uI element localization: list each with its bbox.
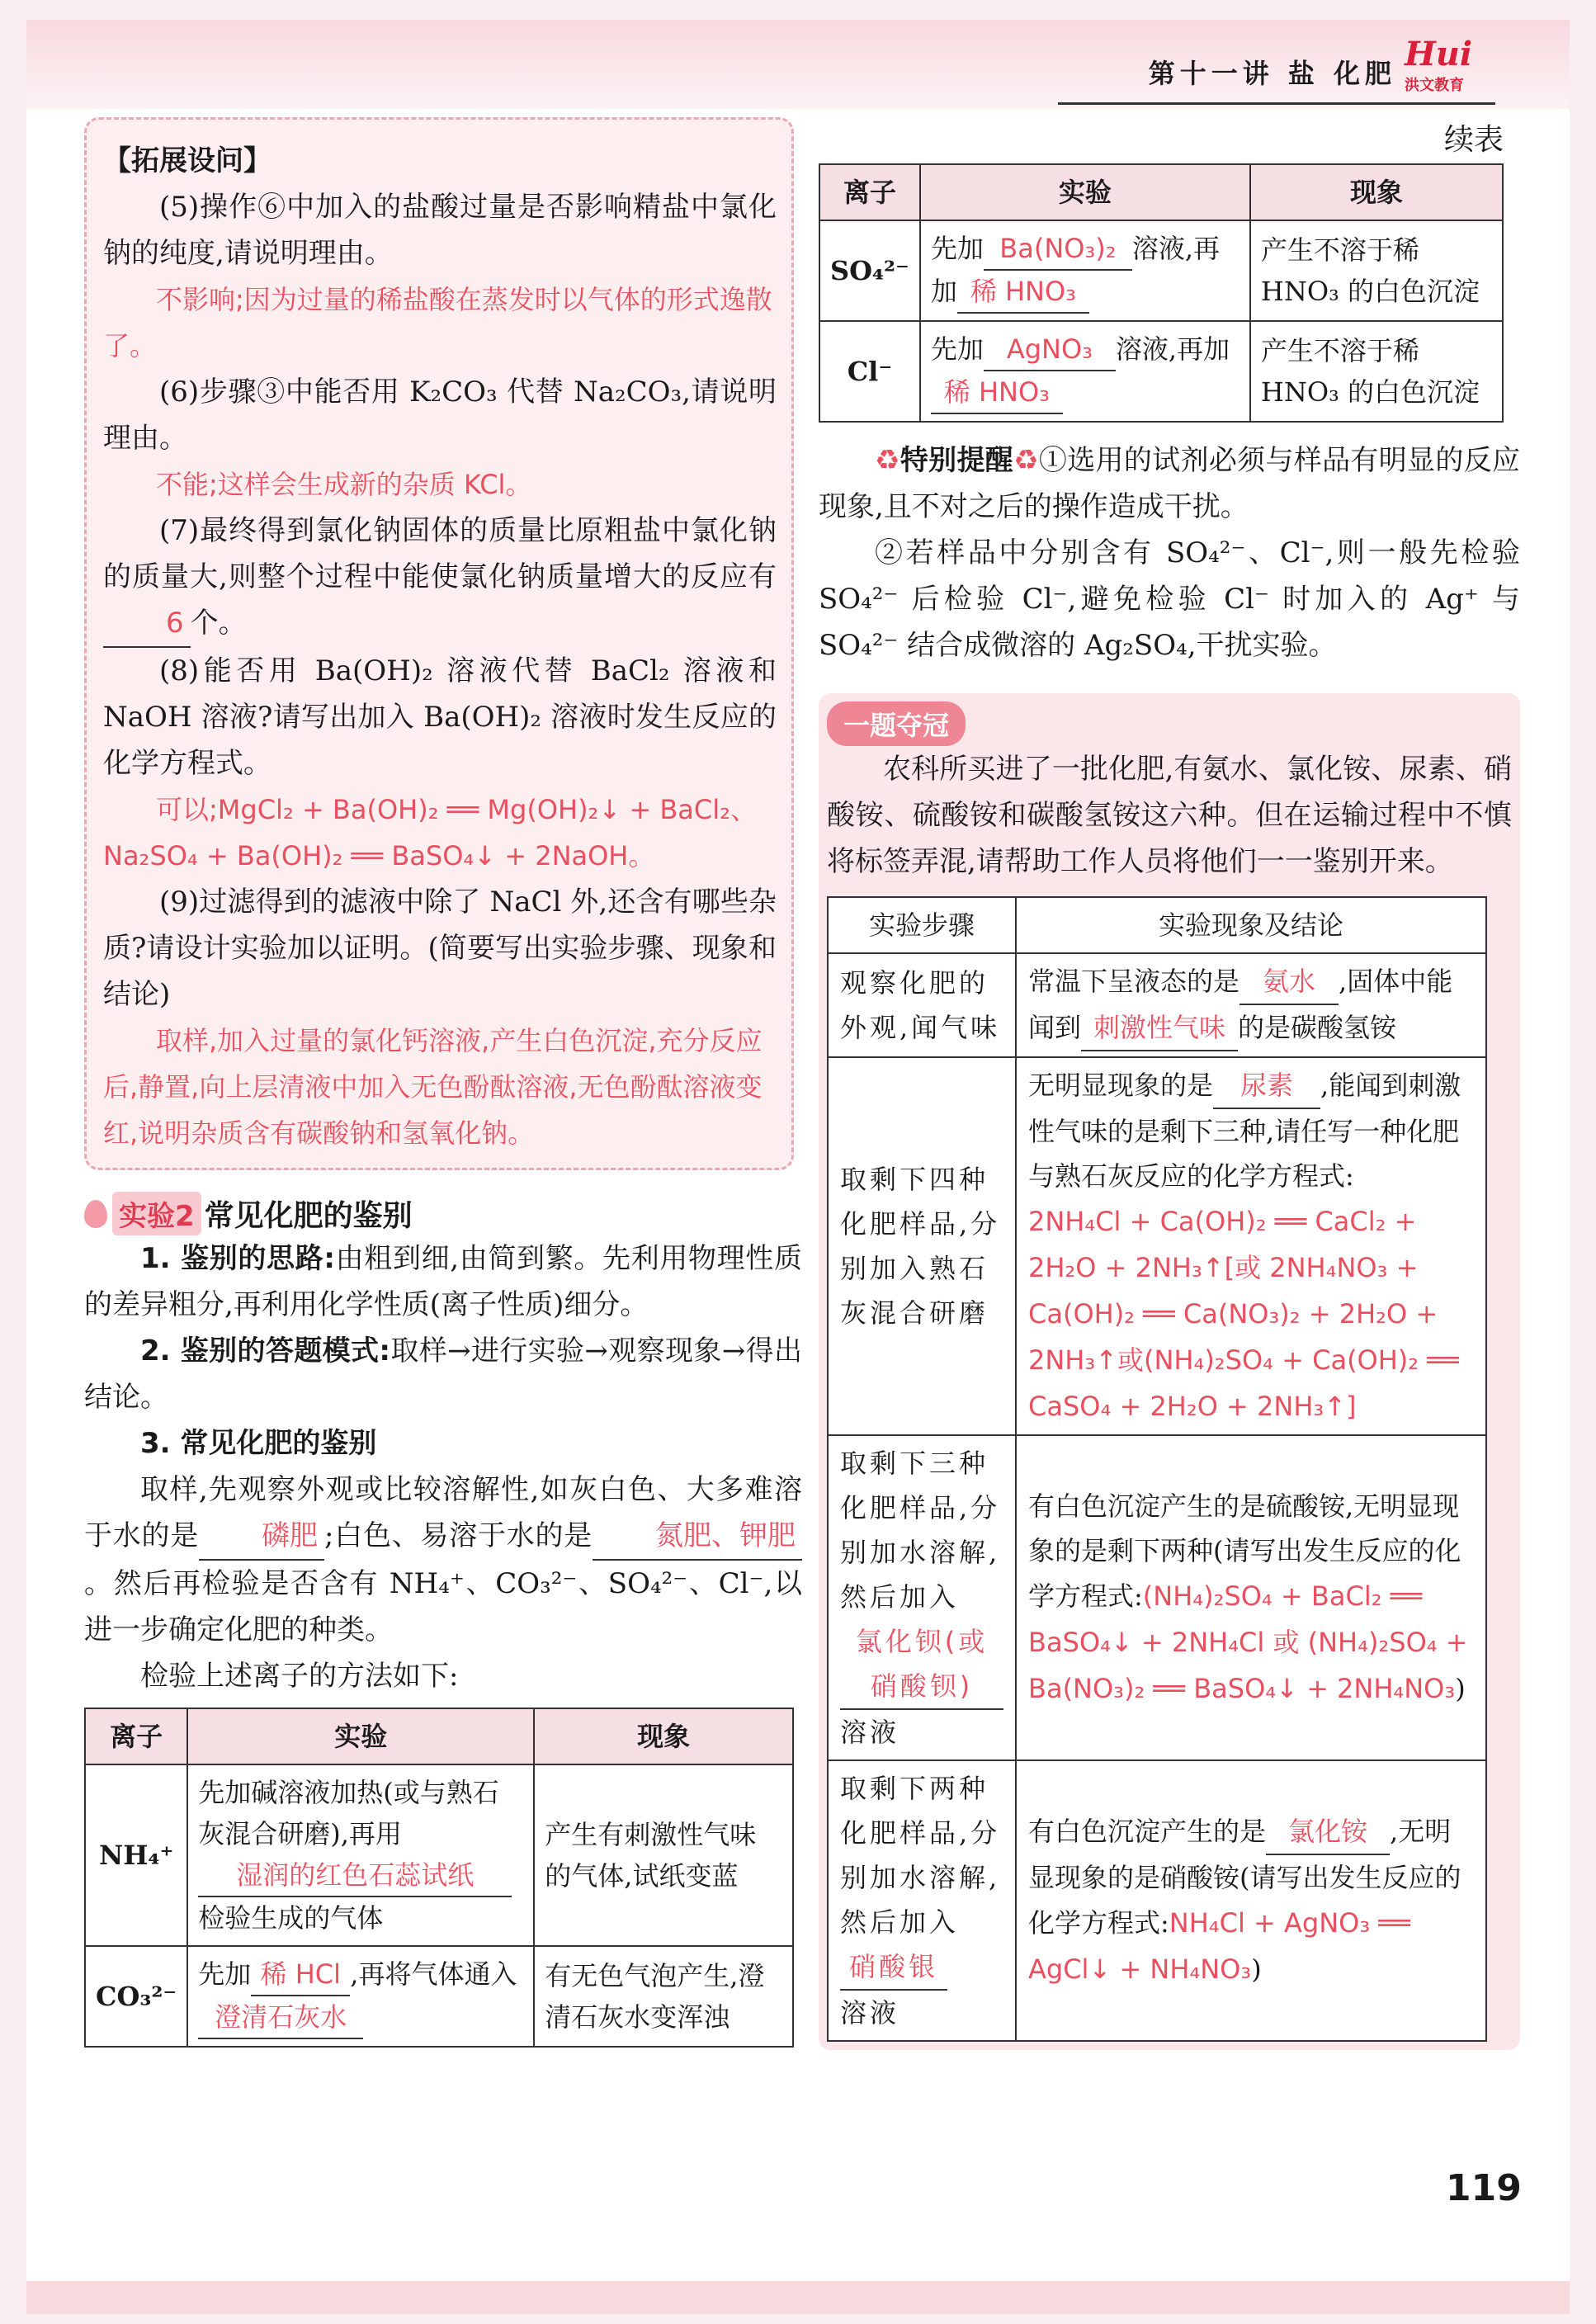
header-experiment: 实验 — [187, 1708, 534, 1764]
blank-phosphate: 磷肥 — [199, 1513, 324, 1561]
answer-9: 取样,加入过量的氯化钙溶液,产生白色沉淀,充分反应后,静置,向上层清液中加入无色酚酞溶液,无色酚酞溶液变红,说明杂质含有碳酸钠和氢氧化钠。 — [103, 1025, 763, 1149]
result-text-tail: 的是碳酸氢铵 — [1238, 1012, 1397, 1043]
question-7 — [103, 508, 777, 648]
result-cell — [1016, 1760, 1486, 2041]
exp-text-mid: ,再将气体通入 — [350, 1958, 517, 1990]
chapter-title: 第十一讲 盐 化肥 — [1148, 58, 1396, 89]
exp-text: 先加 — [930, 333, 984, 365]
section-tag: 实验2 — [112, 1192, 201, 1235]
yiti-intro: 农科所买进了一批化肥,有氨水、氯化铵、尿素、硝酸铵、硫酸铵和碳酸氢铵这六种。但在运输过程中不慎将标签弄混,请帮助工作人员将他们一一鉴别开来。 — [827, 753, 1512, 878]
idea-paragraph — [84, 1235, 802, 1328]
table-row — [819, 220, 1503, 321]
step-blank: 硝酸银 — [840, 1944, 947, 1991]
result-text: 常温下呈液态的是 — [1028, 966, 1240, 997]
exp-text: 先加碱溶液加热(或与熟石灰混合研磨),再用 — [198, 1777, 499, 1849]
yiti-tag: 一题夺冠 — [827, 701, 966, 746]
yiti-box — [819, 693, 1520, 2050]
result-text-mid: ,能闻到刺激性气味的是剩下三种,请任写一种化肥与熟石灰反应的化学方程式: — [1028, 1070, 1461, 1192]
exp-text: 先加 — [930, 233, 984, 264]
table-row — [819, 321, 1503, 422]
blank-nitrogen-potash: 氮肥、钾肥 — [593, 1513, 802, 1561]
answer-7-blank: 6 — [103, 600, 191, 648]
result-cell — [1016, 1435, 1486, 1760]
page — [26, 20, 1570, 2304]
method-intro: 检验上述离子的方法如下: — [140, 1660, 459, 1693]
reminder-tag — [875, 444, 1039, 477]
footer-band — [26, 2281, 1570, 2314]
answer-mode-text: 取样→进行实验→观察现象→得出结论。 — [84, 1334, 802, 1414]
exp-blank: Ba(NO₃)₂ — [984, 228, 1132, 271]
answer-mode-title: 2. 鉴别的答题模式: — [140, 1334, 390, 1367]
result-equation: (NH₄)₂SO₄ + BaCl₂ ══ BaSO₄↓ + 2NH₄Cl 或 (NH₄)₂SO₄ + Ba(NO₃)₂ ══ BaSO₄↓ + 2NH₄NO₃ — [1028, 1580, 1468, 1704]
table-row — [828, 1057, 1486, 1435]
question-8: (8)能否用 Ba(OH)₂ 溶液代替 BaCl₂ 溶液和 NaOH 溶液?请写出加入 Ba(OH)₂ 溶液时发生反应的化学方程式。 — [103, 654, 777, 780]
result-text-mid: ,固体中能闻到 — [1028, 966, 1453, 1043]
idea-title: 1. 鉴别的思路: — [140, 1242, 335, 1275]
result-text: 有白色沉淀产生的是硫酸铵,无明显现象的是剩下两种(请写出发生反应的化学方程式: — [1028, 1490, 1461, 1612]
question-9: (9)过滤得到的滤液中除了 NaCl 外,还含有哪些杂质?请设计实验加以证明。(简要写出实验步骤、现象和结论) — [103, 886, 777, 1011]
fertilizer-paragraph — [84, 1467, 802, 1653]
brand-name: 洪文教育 — [1405, 77, 1464, 94]
left-column — [84, 117, 802, 2048]
ion-test-table — [84, 1708, 794, 2048]
droplet-icon — [84, 1200, 107, 1228]
header-result: 实验现象及结论 — [1016, 897, 1486, 953]
question-5: (5)操作⑥中加入的盐酸过量是否影响精盐中氯化钠的纯度,请说明理由。 — [103, 191, 777, 270]
exp-text: 先加 — [198, 1958, 252, 1990]
recycle-icon: ♻ — [1013, 444, 1039, 477]
table-row — [828, 953, 1486, 1057]
result-blank-2: 刺激性气味 — [1081, 1005, 1238, 1051]
table-header-row — [819, 164, 1503, 220]
ion-chloride: Cl⁻ — [819, 321, 920, 422]
section-2-heading — [84, 1192, 802, 1235]
exp-text-mid: 溶液,再加 — [930, 233, 1221, 307]
result-text-mid: ,无明显现象的是硝酸铵(请写出发生反应的化学方程式: — [1028, 1816, 1461, 1939]
ion-sulfate: SO₄²⁻ — [819, 220, 920, 321]
header-step: 实验步骤 — [828, 897, 1016, 953]
table-header-row — [85, 1708, 793, 1764]
header-experiment: 实验 — [920, 164, 1250, 220]
table-row — [85, 1946, 793, 2047]
phenomenon-cell: 产生有刺激性气味的气体,试纸变蓝 — [534, 1764, 793, 1946]
result-blank: 氯化铵 — [1266, 1809, 1390, 1855]
experiment-cell — [187, 1764, 534, 1946]
step-cell — [828, 1760, 1016, 2041]
step-cell: 取剩下四种化肥样品,分别加入熟石灰混合研磨 — [828, 1057, 1016, 1435]
answer-5: 不影响;因为过量的稀盐酸在蒸发时以气体的形式逸散了。 — [103, 284, 772, 361]
phenomenon-cell: 产生不溶于稀 HNO₃ 的白色沉淀 — [1250, 220, 1503, 321]
ion-test-table-continued — [819, 163, 1504, 423]
expand-questions-box — [84, 117, 794, 1170]
result-text: 有白色沉淀产生的是 — [1028, 1816, 1267, 1847]
header-rule — [1058, 102, 1495, 105]
table-row — [85, 1764, 793, 1946]
right-column — [819, 117, 1520, 2050]
special-reminder — [819, 437, 1520, 668]
experiment-cell — [920, 321, 1250, 422]
result-cell — [1016, 1057, 1486, 1435]
ion-carbonate: CO₃²⁻ — [85, 1946, 187, 2047]
result-text-tail: ) — [1455, 1673, 1466, 1704]
answer-8: 可以;MgCl₂ + Ba(OH)₂ ══ Mg(OH)₂↓ + BaCl₂、Na₂SO₄ + Ba(OH)₂ ══ BaSO₄↓ + 2NaOH。 — [103, 794, 757, 872]
fertilizer-text-c: 。然后再检验是否含有 NH₄⁺、CO₃²⁻、SO₄²⁻、Cl⁻,以进一步确定化肥的种类。 — [84, 1567, 802, 1646]
idea-text: 由粗到细,由简到繁。先利用物理性质的差异粗分,再利用化学性质(离子性质)细分。 — [84, 1242, 802, 1321]
step-text: 取剩下两种化肥样品,分别加水溶解,然后加入 — [840, 1773, 1001, 1938]
table-row — [828, 1435, 1486, 1760]
header-ion: 离子 — [85, 1708, 187, 1764]
exp-blank-2: 稀 HNO₃ — [931, 371, 1063, 414]
experiment-cell — [187, 1946, 534, 2047]
common-fertilizer-title: 3. 常见化肥的鉴别 — [140, 1427, 377, 1460]
brand-logo — [1405, 35, 1495, 99]
step-blank: 氯化钡(或硝酸钡) — [840, 1619, 1003, 1710]
header-phenomenon: 现象 — [534, 1708, 793, 1764]
exp-blank: AgNO₃ — [984, 328, 1116, 371]
exp-blank: 湿润的红色石蕊试纸 — [198, 1854, 512, 1897]
result-equation: NH₄Cl + AgNO₃ ══ AgCl↓ + NH₄NO₃ — [1028, 1907, 1410, 1985]
section-title: 常见化肥的鉴别 — [204, 1199, 413, 1233]
table-header-row — [828, 897, 1486, 953]
continued-label: 续表 — [1443, 123, 1504, 157]
exp-blank-2: 稀 HNO₃ — [957, 271, 1089, 314]
fertilizer-text-b: ;白色、易溶于水的是 — [324, 1519, 593, 1552]
question-6: (6)步骤③中能否用 K₂CO₃ 代替 Na₂CO₃,请说明理由。 — [103, 376, 777, 455]
exp-blank-2: 澄清石灰水 — [198, 1996, 363, 2039]
reminder-1-text: ①选用的试剂必须与样品有明显的反应现象,且不对之后的操作造成干扰。 — [819, 444, 1521, 523]
experiment-cell — [920, 220, 1250, 321]
step-cell — [828, 1435, 1016, 1760]
exp-text-tail: 检验生成的气体 — [198, 1902, 384, 1934]
answer-6: 不能;这样会生成新的杂质 KCl。 — [156, 469, 532, 500]
result-blank: 尿素 — [1213, 1063, 1320, 1109]
question-7-tail: 个。 — [190, 607, 247, 640]
page-number: 119 — [1446, 2167, 1522, 2209]
result-text: 无明显现象的是 — [1028, 1070, 1214, 1101]
result-cell — [1016, 953, 1486, 1057]
result-text-tail: ) — [1251, 1953, 1262, 1985]
reminder-2: ②若样品中分别含有 SO₄²⁻、Cl⁻,则一般先检验 SO₄²⁻ 后检验 Cl⁻,避免检验 Cl⁻ 时加入的 Ag⁺ 与 SO₄²⁻ 结合成微溶的 Ag₂SO₄,干扰实验。 — [819, 536, 1520, 662]
exp-blank: 稀 HCl — [251, 1953, 350, 1996]
question-7-text: (7)最终得到氯化钠固体的质量比原粗盐中氯化钠的质量大,则整个过程中能使氯化钠质量增大的反应有 — [103, 514, 777, 593]
fertilizer-id-table — [827, 896, 1487, 2042]
recycle-icon: ♻ — [875, 444, 900, 477]
expand-tag: 【拓展设问】 — [103, 144, 272, 177]
step-text-tail: 溶液 — [840, 1997, 900, 2029]
header-phenomenon: 现象 — [1250, 164, 1503, 220]
reminder-1 — [819, 437, 1520, 530]
fertilizer-text-a: 取样,先观察外观或比较溶解性,如灰白色、大多难溶于水的是 — [84, 1473, 802, 1552]
phenomenon-cell: 有无色气泡产生,澄清石灰水变浑浊 — [534, 1946, 793, 2047]
step-text: 取剩下三种化肥样品,分别加水溶解,然后加入 — [840, 1448, 1001, 1613]
phenomenon-cell: 产生不溶于稀 HNO₃ 的白色沉淀 — [1250, 321, 1503, 422]
ion-ammonium: NH₄⁺ — [85, 1764, 187, 1946]
result-blank: 氨水 — [1239, 959, 1339, 1005]
exp-text-mid: 溶液,再加 — [1115, 333, 1230, 365]
table-row — [828, 1760, 1486, 2041]
reminder-tag-text: 特别提醒 — [900, 444, 1014, 477]
header-ion: 离子 — [819, 164, 920, 220]
logo-mark: Hui — [1405, 35, 1473, 73]
step-cell: 观察化肥的外观,闻气味 — [828, 953, 1016, 1057]
result-equation: 2NH₄Cl + Ca(OH)₂ ══ CaCl₂ + 2H₂O + 2NH₃↑[或 2NH₄NO₃ + Ca(OH)₂ ══ Ca(NO₃)₂ + 2H₂O + 2NH₃↑或(NH₄)₂SO₄ + Ca(OH)₂ ══ CaSO₄ + 2H₂O + 2NH₃↑] — [1028, 1206, 1459, 1422]
answer-mode-paragraph — [84, 1328, 802, 1420]
step-text-tail: 溶液 — [840, 1717, 900, 1748]
